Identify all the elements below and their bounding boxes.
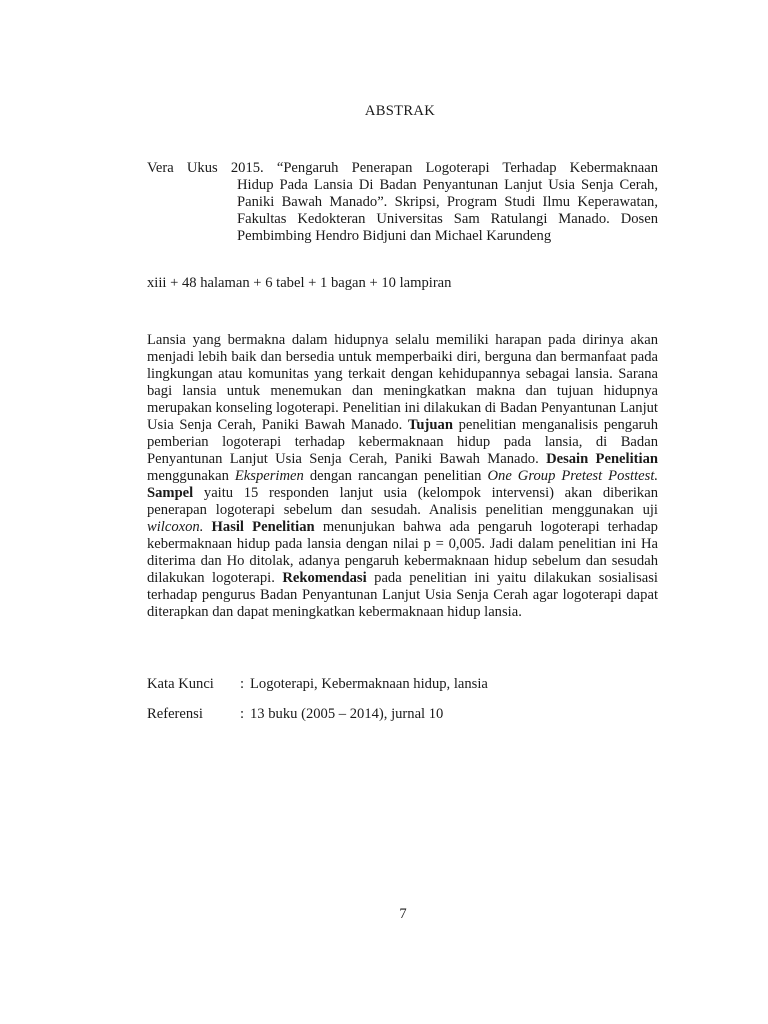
page-number: 7 [399,906,407,922]
desain-italic-b: One Group Pretest Posttest. [487,468,659,484]
keywords-row [147,676,658,693]
citation-block [147,160,658,245]
references-label: Referensi [147,706,203,722]
abstract-paragraph [147,332,658,621]
rekomendasi-label: Rekomendasi [282,570,367,586]
desain-label: Desain Penelitian [546,451,658,467]
abstract-intro-text: Lansia yang bermakna dalam hidupnya selalu memiliki harapan pada dirinya akan menjadi lebih baik dan bersedia untuk memperbaiki diri, berguna dan bermanfaat pada lingkungan atau komunitas yang terkait dengan kehidupannya sebagai lansia. Sarana bagi lansia untuk menemukan dan meningkatkan makna dan tujuan hidupnya merupakan konseling logoterapi. Penelitian ini dilakukan di Badan Penyantunan Lanjut Usia Senja Cerah, Paniki Bawah Manado. [147,332,658,433]
rekomendasi-text: pada penelitian ini yaitu dilakukan sosialisasi terhadap pengurus Badan Penyantunan Lanjut Usia Senja Cerah agar logoterapi dapat diterapkan dan dapat meningkatkan kebermaknaan hidup lansia. [147,570,658,620]
tujuan-label: Tujuan [408,417,453,433]
references-value: 13 buku (2005 – 2014), jurnal 10 [250,706,444,722]
desain-text-b: dengan rancangan penelitian [309,468,482,484]
desain-italic-a: Eksperimen [234,468,304,484]
references-separator: : [240,706,245,722]
abstract-title: ABSTRAK [364,103,436,119]
keywords-separator: : [240,676,245,692]
keywords-value: Logoterapi, Kebermaknaan hidup, lansia [250,676,488,692]
pages-summary: xiii + 48 halaman + 6 tabel + 1 bagan + 10 lampiran [147,275,452,291]
hasil-text: menunjukan bahwa ada pengaruh logoterapi terhadap kebermaknaan hidup pada lansia dengan nilai p = 0,005. Jadi dalam penelitian ini Ha diterima dan Ho ditolak, adanya pengaruh kebermaknaan hidup sebelum dan sesudah dilakukan logoterapi. [147,519,658,586]
sampel-text: yaitu 15 responden lanjut usia (kelompok intervensi) akan diberikan penerapan logoterapi sebelum dan sesudah. Analisis penelitian menggunakan uji [147,485,658,518]
citation-continuation: Hidup Pada Lansia Di Badan Penyantunan Lanjut Usia Senja Cerah, Paniki Bawah Manado”. Skripsi, Program Studi Ilmu Keperawatan, Fakultas Kedokteran Universitas Sam Ratulangi Manado. Dosen Pembimbing Hendro Bidjuni dan Michael Karundeng [237,177,658,244]
hasil-label: Hasil Penelitian [211,519,315,535]
sampel-label: Sampel [147,485,194,501]
tujuan-text: penelitian menganalisis pengaruh pemberian logoterapi terhadap kebermaknaan hidup pada lansia, di Badan Penyantunan Lanjut Usia Senja Cerah, Paniki Bawah Manado. [147,417,659,467]
citation-first-line: Vera Ukus 2015. “Pengaruh Penerapan Logoterapi Terhadap Kebermaknaan [147,160,658,176]
references-row [147,706,658,723]
sampel-italic: wilcoxon. [147,519,204,535]
keywords-label: Kata Kunci [147,676,214,692]
desain-text-a: menggunakan [147,468,229,484]
